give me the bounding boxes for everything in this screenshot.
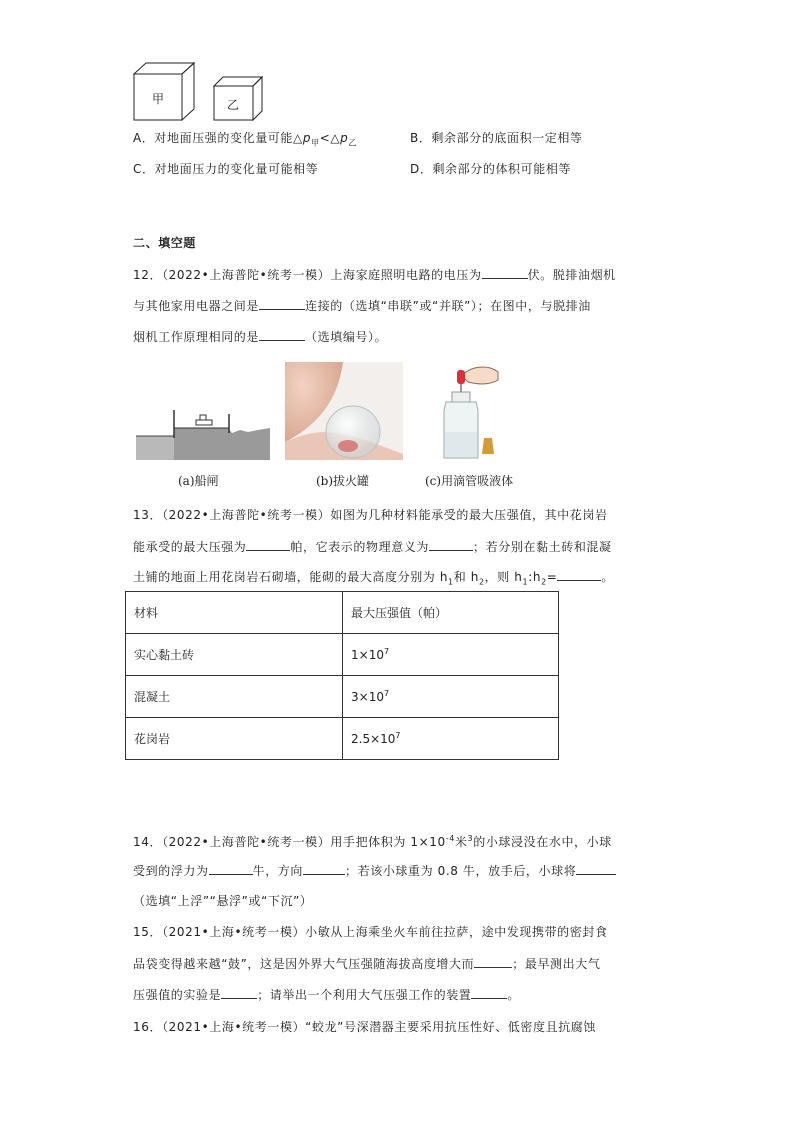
answer-blank[interactable]	[209, 862, 253, 875]
q15-line3-text: 压强值的实验是	[133, 988, 222, 1002]
q14-line2	[133, 862, 616, 879]
option-a-p1: p	[302, 131, 312, 145]
q15-line2-text: 品袋变得越来越“鼓”，这是因外界大气压强随海拔高度增大而	[133, 957, 475, 971]
option-b: B．剩余部分的底面积一定相等	[410, 131, 583, 145]
ship-lock-figure	[136, 408, 270, 460]
table-row	[126, 718, 559, 760]
option-a-sub1: 甲	[311, 138, 320, 148]
answer-blank[interactable]	[557, 568, 601, 581]
pressure-value	[343, 676, 559, 718]
pressure-base: 2.5×10	[351, 732, 396, 746]
q13-line1: 13．（2022•上海普陀•统考一模）如图为几种材料能承受的最大压强值，其中花岗岩	[133, 508, 608, 522]
q14-exp2: 3	[467, 834, 474, 843]
q13-line3-end: 。	[601, 570, 615, 584]
q13-line3-text: 土铺的地面上用花岗岩石砌墙，能砌的最大高度分别为 h	[133, 570, 449, 584]
pressure-value	[343, 634, 559, 676]
q12-line2	[133, 297, 591, 314]
q13-line2-text: 能承受的最大压强为	[133, 540, 247, 554]
q13-line3-and: 和 h	[453, 570, 479, 584]
q16-line1: 16．（2021•上海•统考一模）“蛟龙”号深潜器主要采用抗压性好、低密度且抗腐蚀	[133, 1020, 597, 1034]
q13-line2	[133, 538, 612, 555]
answer-blank[interactable]	[474, 955, 512, 968]
q12-line1	[133, 266, 616, 283]
caption-c: (c)用滴管吸液体	[425, 474, 514, 488]
h2-sub: 2	[478, 577, 485, 587]
option-d: D．剩余部分的体积可能相等	[410, 162, 572, 176]
dropper-bottle-figure	[432, 362, 502, 462]
q14-line3: （选填“上浮”“悬浮”或“下沉”）	[133, 894, 313, 908]
cubes-drawing	[130, 62, 270, 122]
answer-blank[interactable]	[246, 538, 290, 551]
q13-line3	[133, 568, 614, 590]
q14-line1-mid: 米	[454, 835, 468, 849]
q12-line3	[133, 328, 387, 345]
answer-blank[interactable]	[482, 266, 528, 279]
option-c: C．对地面压力的变化量可能相等	[133, 162, 319, 176]
q15-line3-mid: ；请举出一个利用大气压强工作的装置	[257, 988, 472, 1002]
answer-blank[interactable]	[429, 538, 473, 551]
answer-blank[interactable]	[221, 986, 257, 999]
q12-line1-text: 12．（2022•上海普陀•统考一模）上海家庭照明电路的电压为	[133, 268, 482, 282]
caption-b: (b)拔火罐	[316, 474, 370, 488]
q12-line2-text: 与其他家用电器之间是	[133, 299, 260, 313]
option-a-text: A．对地面压强的变化量可能△	[133, 131, 303, 145]
option-a-sub2: 乙	[348, 138, 357, 148]
q13-line3-eq: =	[546, 570, 558, 584]
q14-line2-text: 受到的浮力为	[133, 864, 209, 878]
q14-exp1: -4	[445, 834, 455, 843]
q13-line3-colon: :h	[528, 570, 542, 584]
material-name: 花岗岩	[126, 718, 343, 760]
q13-line3-ask: ，则 h	[484, 570, 523, 584]
q12-line3-post: （选填编号）。	[305, 330, 388, 344]
answer-blank[interactable]	[259, 328, 305, 341]
table-header-cell: 材料	[126, 592, 343, 634]
q14-line1-post: 的小球浸没在水中，小球	[473, 835, 612, 849]
cupping-photo	[285, 362, 403, 460]
material-name: 混凝土	[126, 676, 343, 718]
materials-table	[125, 591, 559, 760]
pressure-exp: 7	[383, 647, 390, 656]
answer-blank[interactable]	[471, 986, 507, 999]
answer-blank[interactable]	[303, 862, 345, 875]
q15-line1: 15．（2021•上海•统考一模）小敏从上海乘坐火车前往拉萨，途中发现携带的密封食	[133, 925, 608, 939]
cube-figure	[130, 62, 270, 122]
q14-line1-text: 14．（2022•上海普陀•统考一模）用手把体积为 1×10	[133, 835, 446, 849]
table-header-row	[126, 592, 559, 634]
material-name: 实心黏土砖	[126, 634, 343, 676]
q14-line2-mid2: ；若该小球重为 0.8 牛，放手后，小球将	[345, 864, 577, 878]
pressure-exp: 7	[395, 731, 401, 740]
q12-line2-post: 连接的（选填“串联”或“并联”）；在图中，与脱排油	[305, 299, 591, 313]
section-title: 二、填空题	[133, 236, 197, 250]
q15-line2	[133, 955, 600, 972]
q15-line3-end: 。	[507, 988, 521, 1002]
h2-sub: 2	[541, 577, 547, 587]
pressure-value	[343, 718, 559, 760]
cube-jia-label: 甲	[152, 92, 165, 106]
q15-line3	[133, 986, 520, 1003]
option-a	[133, 130, 357, 151]
option-a-p2: p	[340, 131, 349, 145]
table-row	[126, 634, 559, 676]
table-row	[126, 676, 559, 718]
option-a-lt: <△	[319, 131, 341, 145]
h1-sub: 1	[522, 577, 529, 587]
q12-line3-text: 烟机工作原理相同的是	[133, 330, 260, 344]
h1-sub: 1	[448, 577, 454, 587]
cube-yi-label: 乙	[227, 98, 240, 112]
pressure-base: 3×10	[351, 690, 384, 704]
q13-line2-mid: 帕，它表示的物理意义为	[290, 540, 430, 554]
answer-blank[interactable]	[576, 862, 616, 875]
q14-line1	[133, 831, 612, 850]
q14-line2-mid1: 牛，方向	[252, 864, 304, 878]
pressure-exp: 7	[383, 689, 390, 698]
caption-a: (a)船闸	[178, 474, 219, 488]
pressure-base: 1×10	[351, 648, 384, 662]
answer-blank[interactable]	[259, 297, 305, 310]
table-header-cell: 最大压强值（帕）	[343, 592, 559, 634]
q15-line2-post: ；最早测出大气	[512, 957, 601, 971]
q13-line2-post: ；若分别在黏土砖和混凝	[473, 540, 612, 554]
q12-line1-post: 伏。脱排油烟机	[527, 268, 616, 282]
